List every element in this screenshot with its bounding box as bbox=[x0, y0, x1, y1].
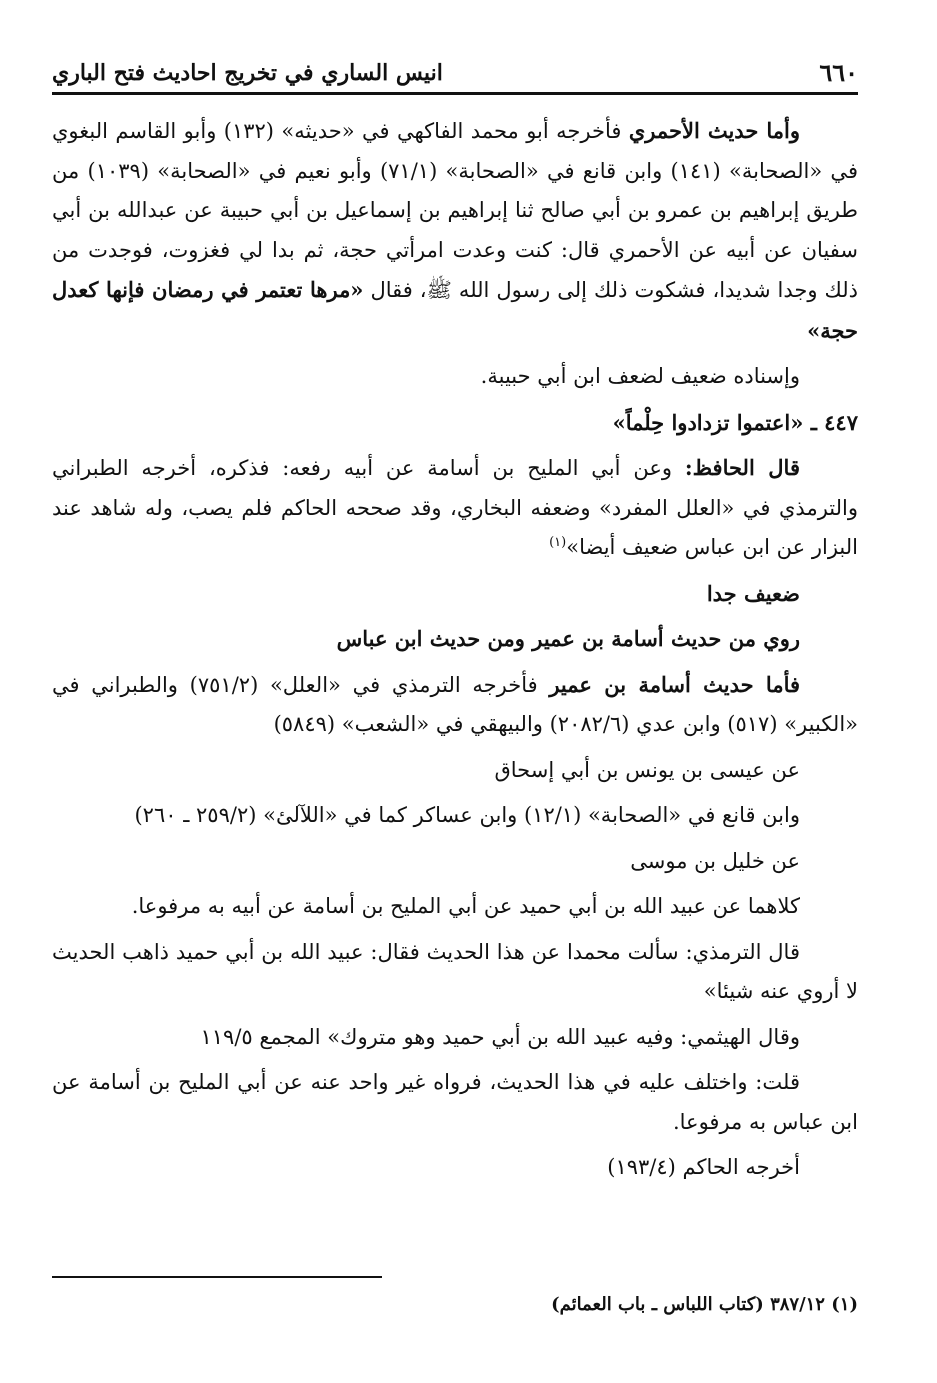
footnote-reference: (١) bbox=[549, 535, 567, 550]
footnote-rule bbox=[52, 1276, 382, 1278]
footnote-marker: (١) bbox=[831, 1294, 858, 1315]
routes-statement: روي من حديث أسامة بن عمير ومن حديث ابن عباس bbox=[336, 626, 800, 651]
paragraph-hafiz-quote bbox=[52, 448, 858, 568]
paragraph-ahmari-hadith bbox=[52, 111, 858, 351]
paragraph-text: فأخرجه الترمذي في «العلل» (٧٥١/٢) والطبراني في «الكبير» (٥١٧) وابن عدي (٢٠٨٢/٦) والبيهقي في «الشعب» (٥٨٤٩) bbox=[52, 672, 858, 736]
narrator-line: عن عيسى بن يونس بن أبي إسحاق bbox=[494, 757, 800, 782]
page-number: ٦٦٠ bbox=[819, 58, 858, 87]
quoted-hadith: «مرها تعتمر في رمضان فإنها كعدل حجة» bbox=[52, 277, 858, 343]
paragraph-author-note: قلت: واختلف عليه في هذا الحديث، فرواه غير واحد عنه عن أبي المليح بن أسامة عن ابن عباس به مرفوعا. bbox=[52, 1070, 858, 1134]
paragraph-lead: قال الحافظ: bbox=[684, 455, 800, 480]
paragraph-isnad-weak: وإسناده ضعيف لضعف ابن أبي حبيبة. bbox=[480, 364, 800, 388]
paragraph-both-narrate: كلاهما عن عبيد الله بن أبي حميد عن أبي المليح بن أسامة عن أبيه به مرفوعا. bbox=[131, 894, 800, 918]
paragraph-text: فأخرجه أبو محمد الفاكهي في «حديثه» (١٣٢) وأبو القاسم البغوي في «الصحابة» (١٤١) وابن قانع في «الصحابة» (٧١/١) وأبو نعيم في «الصحابة» (١٠٣٩) من طريق إبراهيم بن عمرو بن أبي صالح ثنا إبراهيم بن إسماعيل بن أبي حبيبة عن عبدالله بن أبي سفيان عن أبيه عن الأحمري قال: كنت وعدت امرأتي حجة، ثم بدا لي فغزوت، فوجدت من ذلك وجدا شديدا، فشكوت ذلك إلى رسول الله ﷺ، فقال bbox=[52, 119, 858, 302]
hadith-heading: ٤٤٧ ـ «اعتموا تزدادوا حِلْماً» bbox=[612, 409, 858, 435]
paragraph-text: وعن أبي المليح بن أسامة عن أبيه رفعه: فذكره، أخرجه الطبراني والترمذي في «العلل المفرد» وضعفه البخاري، وقد صححه الحاكم فلم يصب، وله شاهد عند البزار عن ابن عباس ضعيف أيضا» bbox=[52, 456, 858, 559]
footnote-text: ٣٨٧/١٢ (كتاب اللباس ـ باب العمائم) bbox=[551, 1294, 825, 1315]
book-page bbox=[52, 50, 858, 1315]
narrator-line: عن خليل بن موسى bbox=[630, 848, 800, 873]
paragraph-haythami: وقال الهيثمي: وفيه عبيد الله بن أبي حميد وهو متروك» المجمع ١١٩/٥ bbox=[200, 1024, 800, 1049]
paragraph-lead: فأما حديث أسامة بن عمير bbox=[549, 671, 801, 697]
paragraph-hakim: أخرجه الحاكم (١٩٣/٤) bbox=[607, 1155, 800, 1179]
book-title: انيس الساري في تخريج احاديث فتح الباري bbox=[52, 60, 443, 86]
paragraph-usama-hadith bbox=[52, 665, 858, 745]
paragraph-tirmidhi: قال الترمذي: سألت محمدا عن هذا الحديث فقال: عبيد الله بن أبي حميد ذاهب الحديث لا أروي عنه شيئا» bbox=[52, 939, 858, 1003]
paragraph-ibn-qani: وابن قانع في «الصحابة» (١٢/١) وابن عساكر كما في «اللآلئ» (٢٥٩/٢ ـ ٢٦٠) bbox=[134, 803, 800, 827]
running-header bbox=[52, 50, 858, 88]
footnote bbox=[551, 1290, 858, 1320]
hadith-grade: ضعيف جدا bbox=[706, 580, 800, 606]
header-rule bbox=[52, 92, 858, 95]
paragraph-lead: وأما حديث الأحمري bbox=[628, 118, 800, 143]
